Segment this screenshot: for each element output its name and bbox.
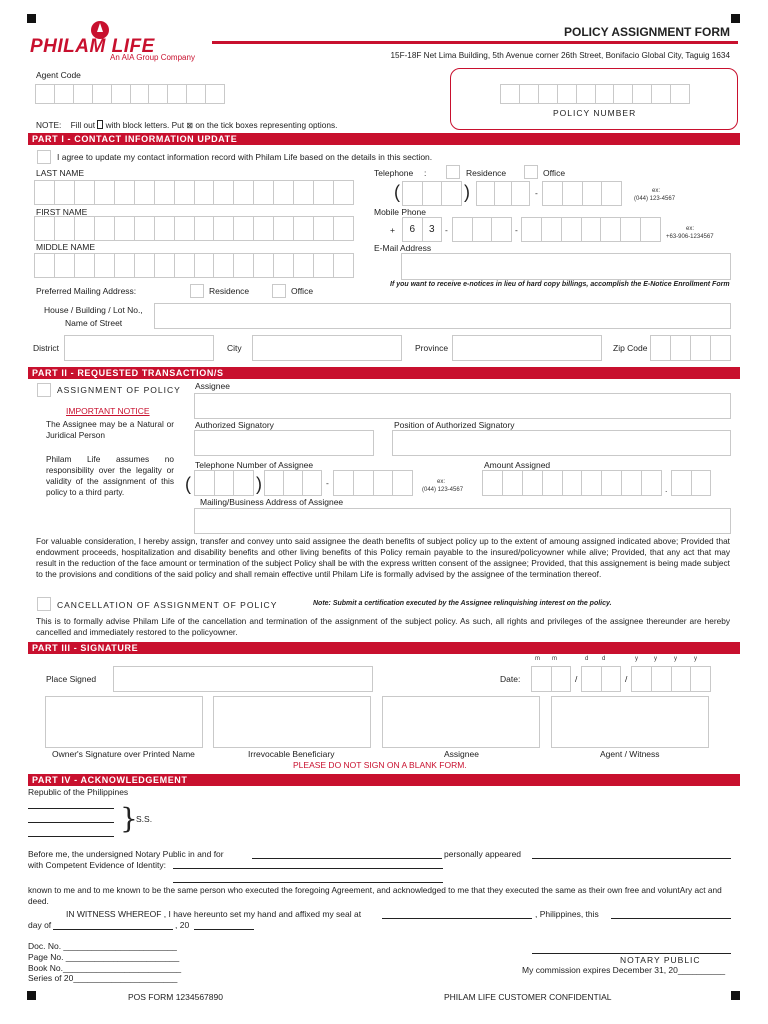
house-label-a: House / Building / Lot No.,: [44, 305, 143, 315]
tel-assignee-label: Telephone Number of Assignee: [195, 460, 314, 470]
last-name-boxes[interactable]: [34, 180, 354, 205]
date-hint-d2: d: [602, 656, 606, 662]
tel-area-boxes[interactable]: [402, 181, 462, 206]
place-signed-input[interactable]: [113, 666, 373, 692]
day-line: [611, 918, 731, 919]
city-label: City: [227, 343, 242, 353]
mobile-plus: +: [390, 225, 395, 235]
before-me-text: Before me, the undersigned Notary Public in and for: [28, 849, 224, 859]
ss-line-1: [28, 808, 114, 809]
zip-code-boxes[interactable]: [650, 335, 731, 361]
mail-office-checkbox[interactable]: [272, 284, 286, 298]
mobile-prefix-boxes[interactable]: [452, 217, 512, 242]
beneficiary-signature-label: Irrevocable Beneficiary: [248, 749, 335, 759]
part4-header: PART IV - ACKNOWLEDGEMENT: [28, 774, 740, 786]
mobile-example-a: ex:: [686, 226, 695, 232]
tel-office-checkbox[interactable]: [524, 165, 538, 179]
series-no: Series of 20______________________: [28, 973, 178, 983]
part2-header: PART II - REQUESTED TRANSACTION/S: [28, 367, 740, 379]
form-title: POLICY ASSIGNMENT FORM: [563, 25, 730, 39]
assignment-checkbox[interactable]: [37, 383, 51, 397]
mobile-line-boxes[interactable]: [521, 217, 661, 242]
tel-dash: -: [535, 188, 538, 198]
cancellation-label: CANCELLATION OF ASSIGNMENT OF POLICY: [57, 600, 278, 610]
year-prefix-text: , 20: [175, 920, 190, 930]
zip-label: Zip Code: [613, 343, 648, 353]
page-no: Page No. ________________________: [28, 952, 180, 962]
mobile-phone-label: Mobile Phone: [374, 207, 426, 217]
assignee-signature-box[interactable]: [382, 696, 540, 748]
amount-decimal-point: .: [665, 484, 668, 494]
assignment-label: ASSIGNMENT OF POLICY: [57, 385, 181, 395]
tel-residence-checkbox[interactable]: [446, 165, 460, 179]
mobile-country-digit-6: 6: [403, 218, 423, 241]
date-hint-m1: m: [535, 656, 540, 662]
date-hint-m2: m: [552, 656, 557, 662]
registration-mark-top-right: [731, 14, 740, 23]
assignee-tel-paren-close: ): [256, 474, 262, 494]
date-month-boxes[interactable]: [531, 666, 571, 692]
assignee-tel-paren-open: (: [185, 474, 191, 494]
date-hint-y3: y: [674, 656, 677, 662]
known-to-me-text: known to me and to me known to be the same person who executed the foregoing Agreement, and acknowledged to me that they executed the same as their own free and voluntAry act and deed.: [28, 885, 722, 906]
position-input[interactable]: [392, 430, 731, 456]
preferred-mailing-label: Preferred Mailing Address:: [36, 286, 137, 296]
book-no: Book No._________________________: [28, 963, 182, 973]
doc-no: Doc. No. ________________________: [28, 941, 177, 951]
city-input[interactable]: [252, 335, 402, 361]
assignee-tel-line-boxes[interactable]: [333, 470, 413, 496]
cancellation-text: This is to formally advise Philam Life of the cancellation and termination of the assignment of the subject policy. As such, all rights and privileges of the assignee thereunder are hereby cancelled and immediately restored to the policyowner.: [36, 616, 730, 637]
date-hint-d1: d: [585, 656, 589, 662]
date-hint-y2: y: [654, 656, 657, 662]
first-name-label: FIRST NAME: [36, 207, 88, 217]
date-day-boxes[interactable]: [581, 666, 621, 692]
date-hint-y4: y: [694, 656, 697, 662]
consideration-text: For valuable consideration, I hereby assign, transfer and convey unto said assignee the death benefits of subject policy up to the extent of amoung assigned indicated above; Provided that endowment proceeds, hospitalization and disability benefits and other living benefits of this Policy remain payable to the insured/policyowner while alive; Provided, that any act that may result in the reduction of the face amount or termination of the subject Policy shall be with the express written consent of the assignee; Provided, that this assignement is being made subject to the provisions and conditions of the said policy and shall remain effective until Philam Life is formally advised by the assignee of the termination thereof.: [36, 536, 730, 579]
notary-signature-line: [532, 953, 731, 954]
evidence-line-2: [173, 882, 443, 883]
important-notice: IMPORTANT NOTICE: [66, 406, 150, 416]
tel-paren-open: (: [394, 182, 400, 202]
enotice-text: If you want to receive e-notices in lieu of hard copy billings, accomplish the E-Notice Enrollment Form: [390, 281, 730, 288]
tel-example-a: ex:: [652, 188, 661, 194]
ss-brace-icon: }: [120, 802, 138, 835]
mobile-country-digit-3: 3: [428, 224, 435, 235]
date-slash-1: /: [575, 674, 578, 684]
ss-line-2: [28, 822, 114, 823]
owner-signature-box[interactable]: [45, 696, 203, 748]
company-address: 15F-18F Net Lima Building, 5th Avenue corner 26th Street, Bonifacio Global City, Taguig 1634: [390, 51, 730, 60]
tel-residence-label: Residence: [466, 168, 507, 178]
amount-cents-boxes[interactable]: [671, 470, 711, 496]
date-format-hints: [532, 656, 712, 666]
auth-signatory-label: Authorized Signatory: [195, 420, 274, 430]
commission-expiry: My commission expires December 31, 20__________: [522, 965, 726, 975]
tel-office-label: Office: [543, 168, 566, 178]
evidence-line-1: [173, 868, 443, 869]
mobile-country-boxes[interactable]: [402, 217, 442, 242]
personally-appeared-text: personally appeared: [444, 849, 522, 859]
mail-residence-label: Residence: [209, 286, 250, 296]
block-box-icon: [97, 120, 103, 129]
assignee-tel-example-a: ex:: [437, 479, 446, 485]
mail-office-label: Office: [291, 286, 314, 296]
mobile-example-b: +63-906-1234567: [666, 234, 714, 240]
note-text-c: on the tick boxes representing options.: [195, 120, 338, 130]
mail-residence-checkbox[interactable]: [190, 284, 204, 298]
republic-label: Republic of the Philippines: [28, 787, 129, 797]
note-text: [36, 120, 337, 130]
year-line: [194, 929, 254, 930]
note-text-a: Fill out: [70, 120, 96, 130]
district-label: District: [33, 343, 59, 353]
assignee-tel-prefix-boxes[interactable]: [264, 470, 322, 496]
cancellation-checkbox[interactable]: [37, 597, 51, 611]
agent-signature-box[interactable]: [551, 696, 709, 748]
middle-name-label: MIDDLE NAME: [36, 242, 96, 252]
notice-natural-juridical: The Assignee may be a Natural or Juridical Person: [46, 419, 174, 440]
logo-text: PHILAM LIFE: [30, 36, 155, 57]
district-input[interactable]: [64, 335, 214, 361]
notary-jurisdiction-line: [252, 858, 442, 859]
tel-prefix-boxes[interactable]: [476, 181, 530, 206]
assignee-tel-area-boxes[interactable]: [194, 470, 254, 496]
policy-number-boxes[interactable]: [500, 84, 690, 104]
last-name-label: LAST NAME: [36, 168, 85, 178]
ss-label: S.S.: [136, 814, 153, 824]
part3-header: PART III - SIGNATURE: [28, 642, 740, 654]
registration-mark-bottom-left: [27, 991, 36, 1000]
tel-line-boxes[interactable]: [542, 181, 622, 206]
middle-name-boxes[interactable]: [34, 253, 354, 278]
blank-form-warning: PLEASE DO NOT SIGN ON A BLANK FORM.: [293, 760, 467, 770]
province-input[interactable]: [452, 335, 602, 361]
beneficiary-signature-box[interactable]: [213, 696, 371, 748]
assignee-tel-example-b: (044) 123-4567: [422, 487, 464, 493]
business-address-input[interactable]: [194, 508, 731, 534]
auth-signatory-input[interactable]: [194, 430, 374, 456]
email-input[interactable]: [401, 253, 731, 280]
logo-subtitle: An AIA Group Company: [110, 53, 195, 62]
logo: [30, 20, 210, 64]
place-signed-label: Place Signed: [46, 674, 97, 684]
tick-box-icon: ⊠: [186, 121, 194, 130]
business-address-label: Mailing/Business Address of Assignee: [200, 497, 344, 507]
agent-code-boxes[interactable]: [35, 84, 225, 104]
day-of-text: day of: [28, 920, 52, 930]
amount-assigned-boxes[interactable]: [482, 470, 662, 496]
agent-signature-label: Agent / Witness: [600, 749, 660, 759]
agree-update-text: I agree to update my contact information record with Philam Life based on the details in this section.: [57, 152, 433, 162]
date-hint-y1: y: [635, 656, 638, 662]
telephone-colon: :: [424, 168, 427, 178]
house-street-input[interactable]: [154, 303, 731, 329]
position-label: Position of Authorized Signatory: [394, 420, 515, 430]
notary-public-label: NOTARY PUBLIC: [620, 955, 701, 965]
month-line: [53, 929, 173, 930]
tel-example-b: (044) 123-4567: [634, 196, 676, 202]
mobile-dash-2: -: [515, 225, 518, 235]
note-prefix: NOTE:: [36, 120, 62, 130]
mobile-dash-1: -: [445, 225, 448, 235]
first-name-boxes[interactable]: [34, 216, 354, 241]
evidence-identity-text: with Competent Evidence of Identity:: [28, 860, 166, 870]
assignee-tel-dash: -: [326, 478, 329, 488]
date-year-boxes[interactable]: [631, 666, 711, 692]
cancellation-note: Note: Submit a certification executed by the Assignee relinquishing interest on the policy.: [313, 600, 612, 607]
owner-signature-label: Owner's Signature over Printed Name: [52, 749, 195, 759]
tel-paren-close: ): [464, 182, 470, 202]
philippines-this-text: , Philippines, this: [535, 909, 599, 919]
email-label: E-Mail Address: [374, 243, 432, 253]
notice-responsibility: Philam Life assumes no responsibility over the legality or validity of the assignment of this policy to a third party.: [46, 454, 174, 497]
province-label: Province: [415, 343, 449, 353]
note-text-b: with block letters. Put: [105, 120, 185, 130]
footer-confidential: PHILAM LIFE CUSTOMER CONFIDENTIAL: [444, 992, 612, 1002]
seal-place-line: [382, 918, 532, 919]
telephone-label: Telephone: [374, 168, 414, 178]
registration-mark-bottom-right: [731, 991, 740, 1000]
amount-assigned-label: Amount Assigned: [484, 460, 551, 470]
part1-header: PART I - CONTACT INFORMATION UPDATE: [28, 133, 740, 145]
assignee-label: Assignee: [195, 381, 230, 391]
house-label-b: Name of Street: [65, 318, 123, 328]
ss-line-3: [28, 836, 114, 837]
date-label: Date:: [500, 674, 521, 684]
date-slash-2: /: [625, 674, 628, 684]
assignee-input[interactable]: [194, 393, 731, 419]
header-rule: [212, 41, 738, 44]
agent-code-label: Agent Code: [36, 70, 81, 80]
appeared-name-line: [532, 858, 731, 859]
policy-number-label: POLICY NUMBER: [553, 108, 637, 118]
footer-form-number: POS FORM 1234567890: [128, 992, 223, 1002]
assignee-signature-label: Assignee: [444, 749, 479, 759]
agree-update-checkbox[interactable]: [37, 150, 51, 164]
witness-whereof-text: IN WITNESS WHEREOF , I have hereunto set my hand and affixed my seal at: [66, 909, 362, 919]
